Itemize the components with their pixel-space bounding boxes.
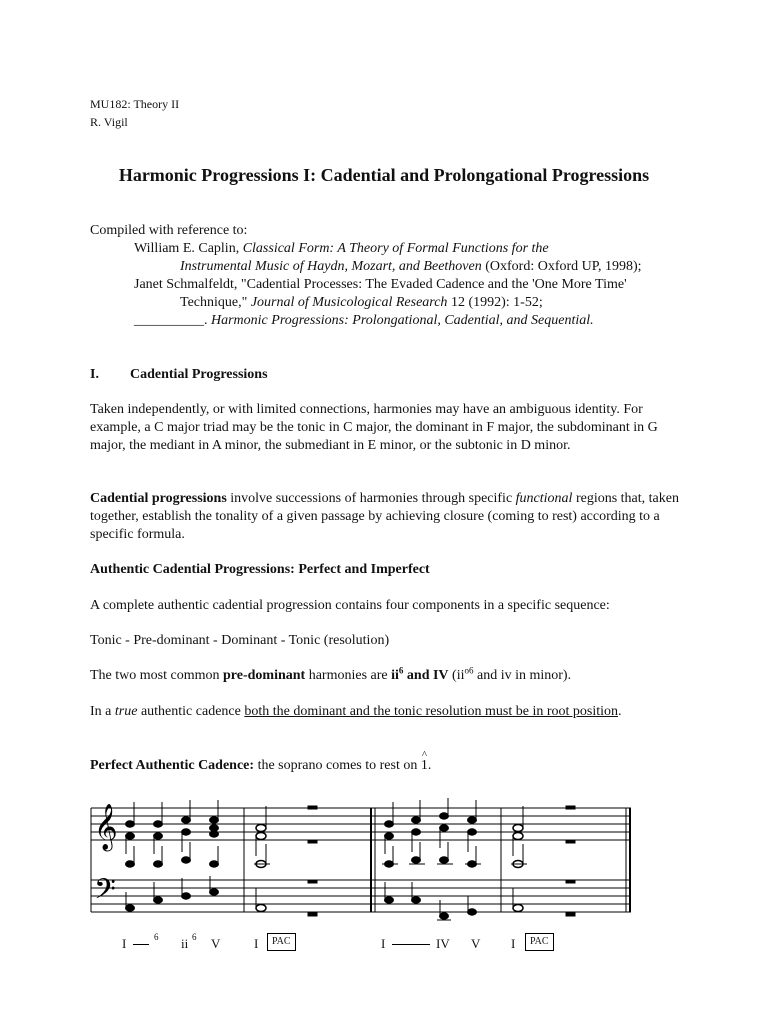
- refs-intro: Compiled with reference to:: [90, 223, 248, 238]
- extension-line: [133, 944, 149, 945]
- paragraph-pac: Perfect Authentic Cadence: the soprano comes to rest on ^ 1.: [90, 749, 432, 773]
- roman-numeral: I: [511, 936, 516, 951]
- roman-numeral: I: [381, 936, 386, 951]
- roman-numeral: IV: [436, 936, 450, 951]
- roman-numeral: ii: [181, 936, 189, 951]
- course-code: MU182: Theory II: [90, 97, 180, 111]
- ref-schmalfeldt-line2: Technique," Journal of Musicological Research 12 (1992): 1-52;: [180, 295, 543, 310]
- ref-schmalfeldt-line1: Janet Schmalfeldt, "Cadential Processes: The Evaded Cadence and the 'One More Time': [134, 277, 627, 292]
- ref-caplin-line2: Instrumental Music of Haydn, Mozart, and Beethoven (Oxford: Oxford UP, 1998);: [180, 259, 642, 274]
- notes-measure-4: [511, 806, 575, 916]
- paragraph-sequence: Tonic - Pre-dominant - Dominant - Tonic (resolution): [90, 633, 390, 648]
- subheading-authentic: Authentic Cadential Progressions: Perfect and Imperfect: [90, 562, 430, 577]
- extension-line: [392, 944, 430, 945]
- figured-bass: 6: [154, 932, 159, 942]
- notes-measure-1: [126, 800, 219, 911]
- roman-numeral: I: [254, 936, 259, 951]
- roman-numeral: I: [122, 936, 127, 951]
- pac-label: PAC: [267, 933, 296, 951]
- paragraph-ambiguity: Taken independently, or with limited connections, harmonies may have an ambiguous identity. For example, a C major triad may be the tonic in C major, the dominant in F major, the subdominant in G major, the mediant in A minor, the submediant in E minor, or the subtonic in D minor.: [90, 402, 658, 453]
- bass-clef-icon: 𝄢: [94, 873, 116, 913]
- author-name: R. Vigil: [90, 115, 128, 129]
- ref-caplin-line1: William E. Caplin, Classical Form: A Theory of Formal Functions for the: [134, 241, 549, 256]
- roman-numeral: V: [471, 936, 481, 951]
- section-title: Cadential Progressions: [130, 367, 268, 382]
- section-number: I.: [90, 367, 99, 382]
- pac-label: PAC: [525, 933, 554, 951]
- figured-bass: 6: [192, 932, 197, 942]
- page-title: Harmonic Progressions I: Cadential and Prolongational Progressions: [118, 165, 650, 185]
- ref-vigil: __________. Harmonic Progressions: Prolongational, Cadential, and Sequential.: [134, 313, 594, 328]
- paragraph-components: A complete authentic cadential progression contains four components in a specific sequence:: [90, 598, 610, 613]
- notes-measure-2: [254, 806, 317, 916]
- music-score: [86, 796, 636, 926]
- paragraph-predominant: The two most common pre-dominant harmonies are $ii^6$ and IV ($ii^{o6}$ and iv in minor).: [90, 665, 572, 683]
- paragraph-cadential: Cadential progressions involve successions of harmonies through specific functional regions that, taken together, establish the tonality of a given passage by achieving closure (coming to rest) according to a specific formula.: [90, 491, 679, 542]
- treble-clef-icon: 𝄞: [94, 804, 118, 850]
- paragraph-true-cadence: In a true authentic cadence both the dominant and the tonic resolution must be in root position.: [90, 704, 622, 719]
- roman-numeral: V: [211, 936, 221, 951]
